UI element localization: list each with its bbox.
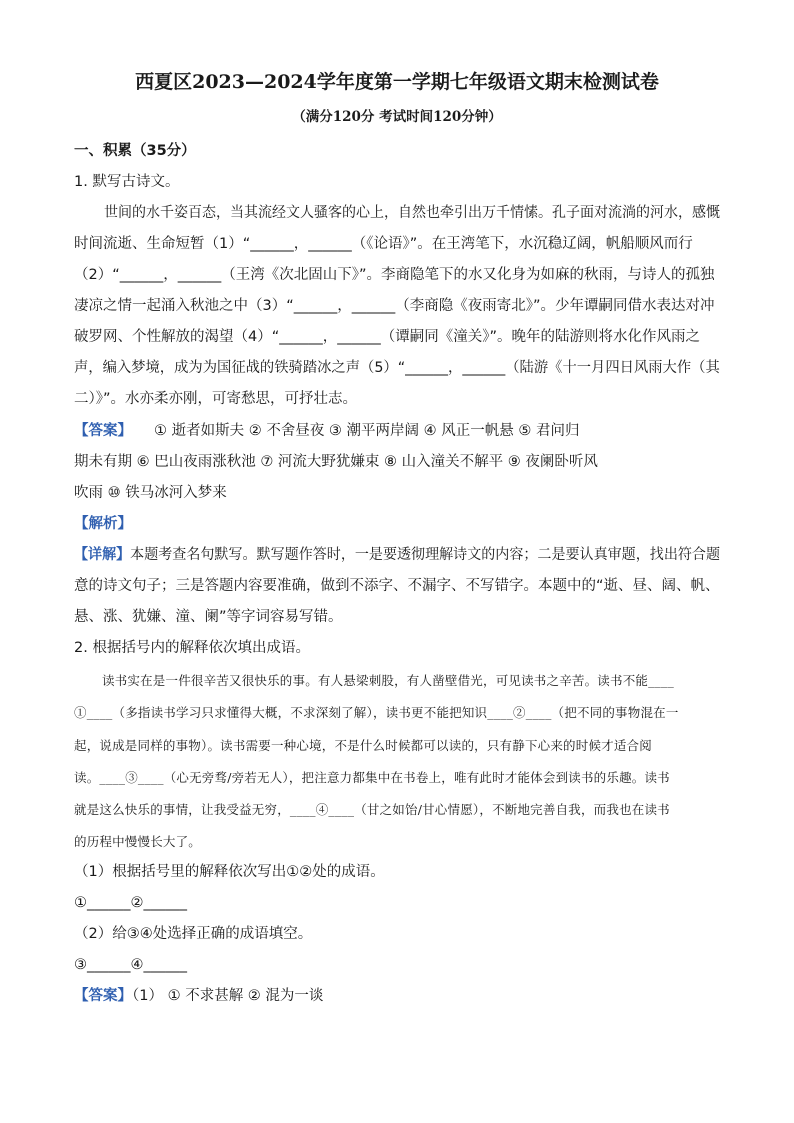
answer-tag: 【答案】	[74, 988, 132, 1004]
q1-body-line: （2）“______，______（王湾《次北固山下》”。李商隐笔下的水又化身为如麻的秋雨，与诗人的孤独	[74, 267, 715, 283]
exam-subtitle: （满分120分 考试时间120分钟）	[292, 109, 502, 125]
q2-passage-line: 读。____③____（心无旁骛/旁若无人），把注意力都集中在书卷上，唯有此时才能体会到读书的乐趣。读书	[74, 770, 670, 785]
analysis-tag: 【解析】	[74, 516, 132, 532]
q2-passage-line: 就是这么快乐的事情，让我受益无穷，____④____（甘之如饴/甘心情愿），不断地完善自我，而我也在读书	[74, 802, 670, 817]
question-1-prompt: 1. 默写古诗文。	[74, 174, 180, 190]
q1-body-line: 时间流逝、生命短暂（1）“______，______（《论语》”。在王湾笔下，水沉稳辽阔，帆船顺风而行	[74, 236, 693, 252]
q2-passage-line: 起，说成是同样的事物）。读书需要一种心境，不是什么时候都可以读的，只有静下心来的时候才适合阅	[74, 738, 652, 753]
q2-subquestion-2-blanks: ③______④______	[74, 957, 187, 973]
q1-body-line: 破罗网、个性解放的渴望（4）“______，______（谭嗣同《潼关》”。晚年的陆游则将水化作风雨之	[74, 329, 700, 345]
answer-tag: 【答案】	[74, 423, 132, 439]
q2-subquestion-1: （1）根据括号里的解释依次写出①②处的成语。	[74, 864, 385, 880]
detail-text: 本题考查名句默写。默写题作答时，一是要透彻理解诗文的内容；二是要认真审题，找出符合题	[130, 547, 720, 563]
q1-detail-line	[74, 545, 720, 565]
q1-answer-line	[74, 421, 579, 441]
section-heading: 一、积累（35分）	[74, 143, 196, 159]
q2-passage-line: 的历程中慢慢长大了。	[74, 834, 202, 849]
q2-answer-line	[74, 986, 323, 1006]
detail-tag: 【详解】	[74, 547, 131, 563]
answer-text: （1） ① 不求甚解 ② 混为一谈	[132, 988, 324, 1004]
answer-text: ① 逝者如斯夫 ② 不舍昼夜 ③ 潮平两岸阔 ④ 风正一帆悬 ⑤ 君问归	[154, 423, 580, 439]
q1-body-line: 凄凉之情一起涌入秋池之中（3）“______，______（李商隐《夜雨寄北》”。少年谭嗣同借水表达对冲	[74, 298, 715, 314]
question-2-prompt: 2. 根据括号内的解释依次填出成语。	[74, 640, 310, 656]
q1-detail-line: 意的诗文句子；三是答题内容要准确，做到不添字、不漏字、不写错字。本题中的“逝、昼、阔、帆、	[74, 578, 720, 594]
q2-subquestion-1-blanks: ①______②______	[74, 895, 187, 911]
q1-body-line: 声，编入梦境，成为为国征战的铁骑踏冰之声（5）“______，______（陆游《十一月四日风雨大作（其	[74, 360, 720, 376]
q2-subquestion-2: （2）给③④处选择正确的成语填空。	[74, 926, 313, 942]
q2-passage-line: ①____（多指读书学习只求懂得大概，不求深刻了解），读书更不能把知识____②____（把不同的事物混在一	[74, 705, 679, 720]
q1-body-line: 世间的水千姿百态，当其流经文人骚客的心上，自然也牵引出万千情愫。孔子面对流淌的河水，感慨	[104, 205, 720, 221]
q2-passage-line: 读书实在是一件很辛苦又很快乐的事。有人悬梁刺股，有人凿壁借光，可见读书之辛苦。读书不能____	[102, 673, 674, 688]
q1-body-line: 二）》”。水亦柔亦刚，可寄愁思，可抒壮志。	[74, 391, 358, 407]
exam-title: 西夏区2023—2024学年度第一学期七年级语文期末检测试卷	[135, 71, 659, 93]
q1-detail-line: 悬、涨、犹嫌、潼、阑”等字词容易写错。	[74, 609, 343, 625]
q1-answer-line: 吹雨 ⑩ 铁马冰河入梦来	[74, 485, 227, 501]
q1-answer-line: 期未有期 ⑥ 巴山夜雨涨秋池 ⑦ 河流大野犹嫌束 ⑧ 山入潼关不解平 ⑨ 夜阑卧听风	[74, 454, 598, 470]
